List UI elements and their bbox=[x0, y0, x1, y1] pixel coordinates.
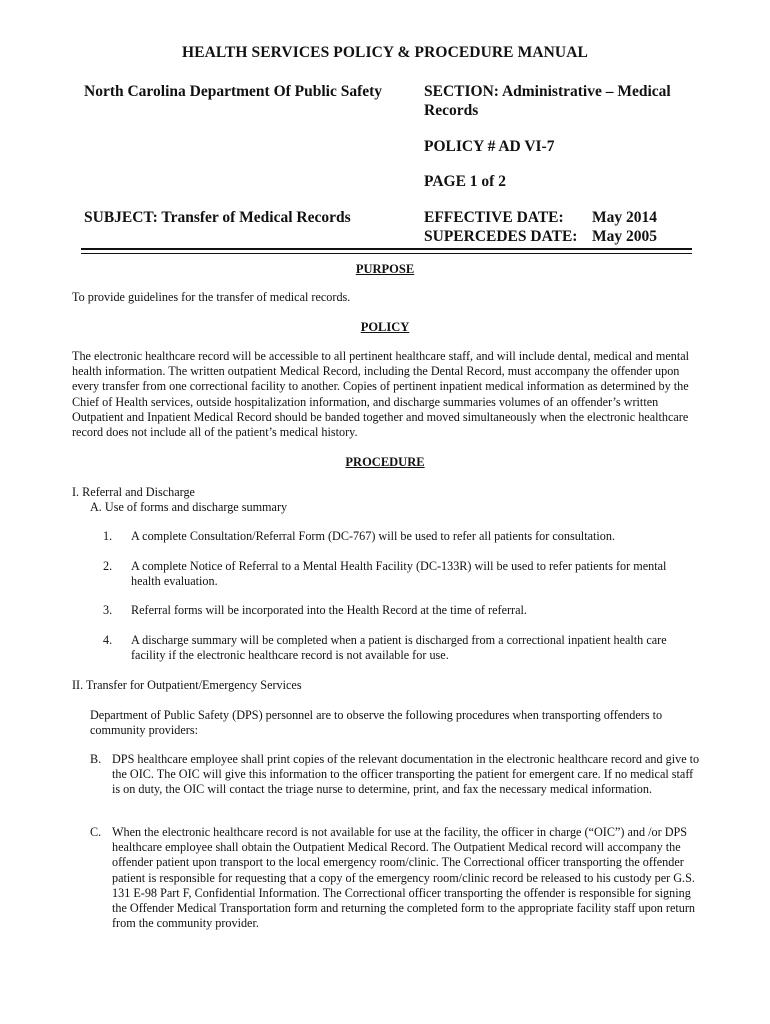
list-item-text: A discharge summary will be completed when a patient is discharged from a correctional inpatient health care facility if the electronic healthcare record is not available for use. bbox=[131, 633, 667, 663]
section-label: SECTION: Administrative – Medical Records bbox=[424, 83, 671, 119]
manual-title: HEALTH SERVICES POLICY & PROCEDURE MANUAL bbox=[182, 44, 588, 61]
effective-date-value: May 2014 bbox=[592, 209, 658, 226]
page-number: PAGE 1 of 2 bbox=[424, 173, 506, 190]
subject-line: SUBJECT: Transfer of Medical Records bbox=[84, 209, 351, 226]
list-item-number: 2. bbox=[103, 559, 113, 573]
purpose-heading: PURPOSE bbox=[355, 262, 415, 276]
list-item-number: 4. bbox=[103, 633, 113, 647]
procedure-heading: PROCEDURE bbox=[345, 455, 425, 469]
section-referral-discharge: I. Referral and Discharge bbox=[72, 485, 195, 499]
purpose-text: To provide guidelines for the transfer of medical records. bbox=[72, 290, 351, 304]
policy-number: POLICY # AD VI-7 bbox=[424, 138, 555, 155]
list-item-text: A complete Consultation/Referral Form (DC-767) will be used to refer all patients for consultation. bbox=[131, 529, 616, 543]
list-item-text: Referral forms will be incorporated into the Health Record at the time of referral. bbox=[131, 603, 527, 617]
department-name: North Carolina Department Of Public Safety bbox=[84, 83, 383, 100]
subsection-forms-summary: A. Use of forms and discharge summary bbox=[90, 500, 288, 514]
header-divider-thin bbox=[81, 253, 692, 254]
lettered-item-label: B. bbox=[90, 752, 102, 766]
policy-text: The electronic healthcare record will be accessible to all pertinent healthcare staff, and will include dental, medical and mental health information. The written outpatient Medical Record, including the Dental Record, must accompany the offender upon every transfer from one correctional facility to another. Copies of pertinent inpatient medical information as determined by the Chief of Health services, outside hospitalization information, and discharge summaries volumes of an offender’s written Outpatient and Inpatient Medical Record should be banded together and moved simultaneously when the electronic healthcare record does not include all of the patient’s medical history. bbox=[72, 349, 689, 440]
list-item-number: 3. bbox=[103, 603, 113, 617]
lettered-item-label: C. bbox=[90, 825, 102, 839]
supercedes-date-row bbox=[424, 227, 714, 246]
effective-date-row bbox=[424, 208, 714, 227]
list-item-text: A complete Notice of Referral to a Mental Health Facility (DC-133R) will be used to refer patients for mental health evaluation. bbox=[131, 559, 667, 589]
supercedes-date-label: SUPERCEDES DATE: bbox=[424, 228, 578, 245]
lettered-item-text: DPS healthcare employee shall print copies of the relevant documentation in the electronic healthcare record and give to the OIC. The OIC will give this information to the officer transporting the patient for emergent care. If no medical staff is on duty, the OIC will contact the triage nurse to determine, print, and fax the necessary medical information. bbox=[112, 752, 700, 797]
effective-date-label: EFFECTIVE DATE: bbox=[424, 209, 564, 226]
section-transfer-emergency: II. Transfer for Outpatient/Emergency Services bbox=[72, 678, 302, 692]
policy-heading: POLICY bbox=[360, 320, 410, 334]
dps-intro-text: Department of Public Safety (DPS) personnel are to observe the following procedures when transporting offenders to community providers: bbox=[90, 708, 663, 738]
list-item-number: 1. bbox=[103, 529, 113, 543]
lettered-item-text: When the electronic healthcare record is not available for use at the facility, the officer in charge (“OIC”) and /or DPS healthcare employee shall obtain the Outpatient Medical Record. The Outpatient Medical record will accompany the offender patient upon transport to the local emergency room/clinic. The Correctional officer transporting the offender patient is responsible for requesting that a copy of the emergency room/clinic record be released to his custody per G.S. 131 E-98 Part F, Confidential Information. The Correctional officer transporting the offender is responsible for signing the Offender Medical Transportation form and returning the completed form to the appropriate facility staff upon return from the community provider. bbox=[112, 825, 696, 931]
supercedes-date-value: May 2005 bbox=[592, 228, 658, 245]
header-divider-thick bbox=[81, 248, 692, 250]
